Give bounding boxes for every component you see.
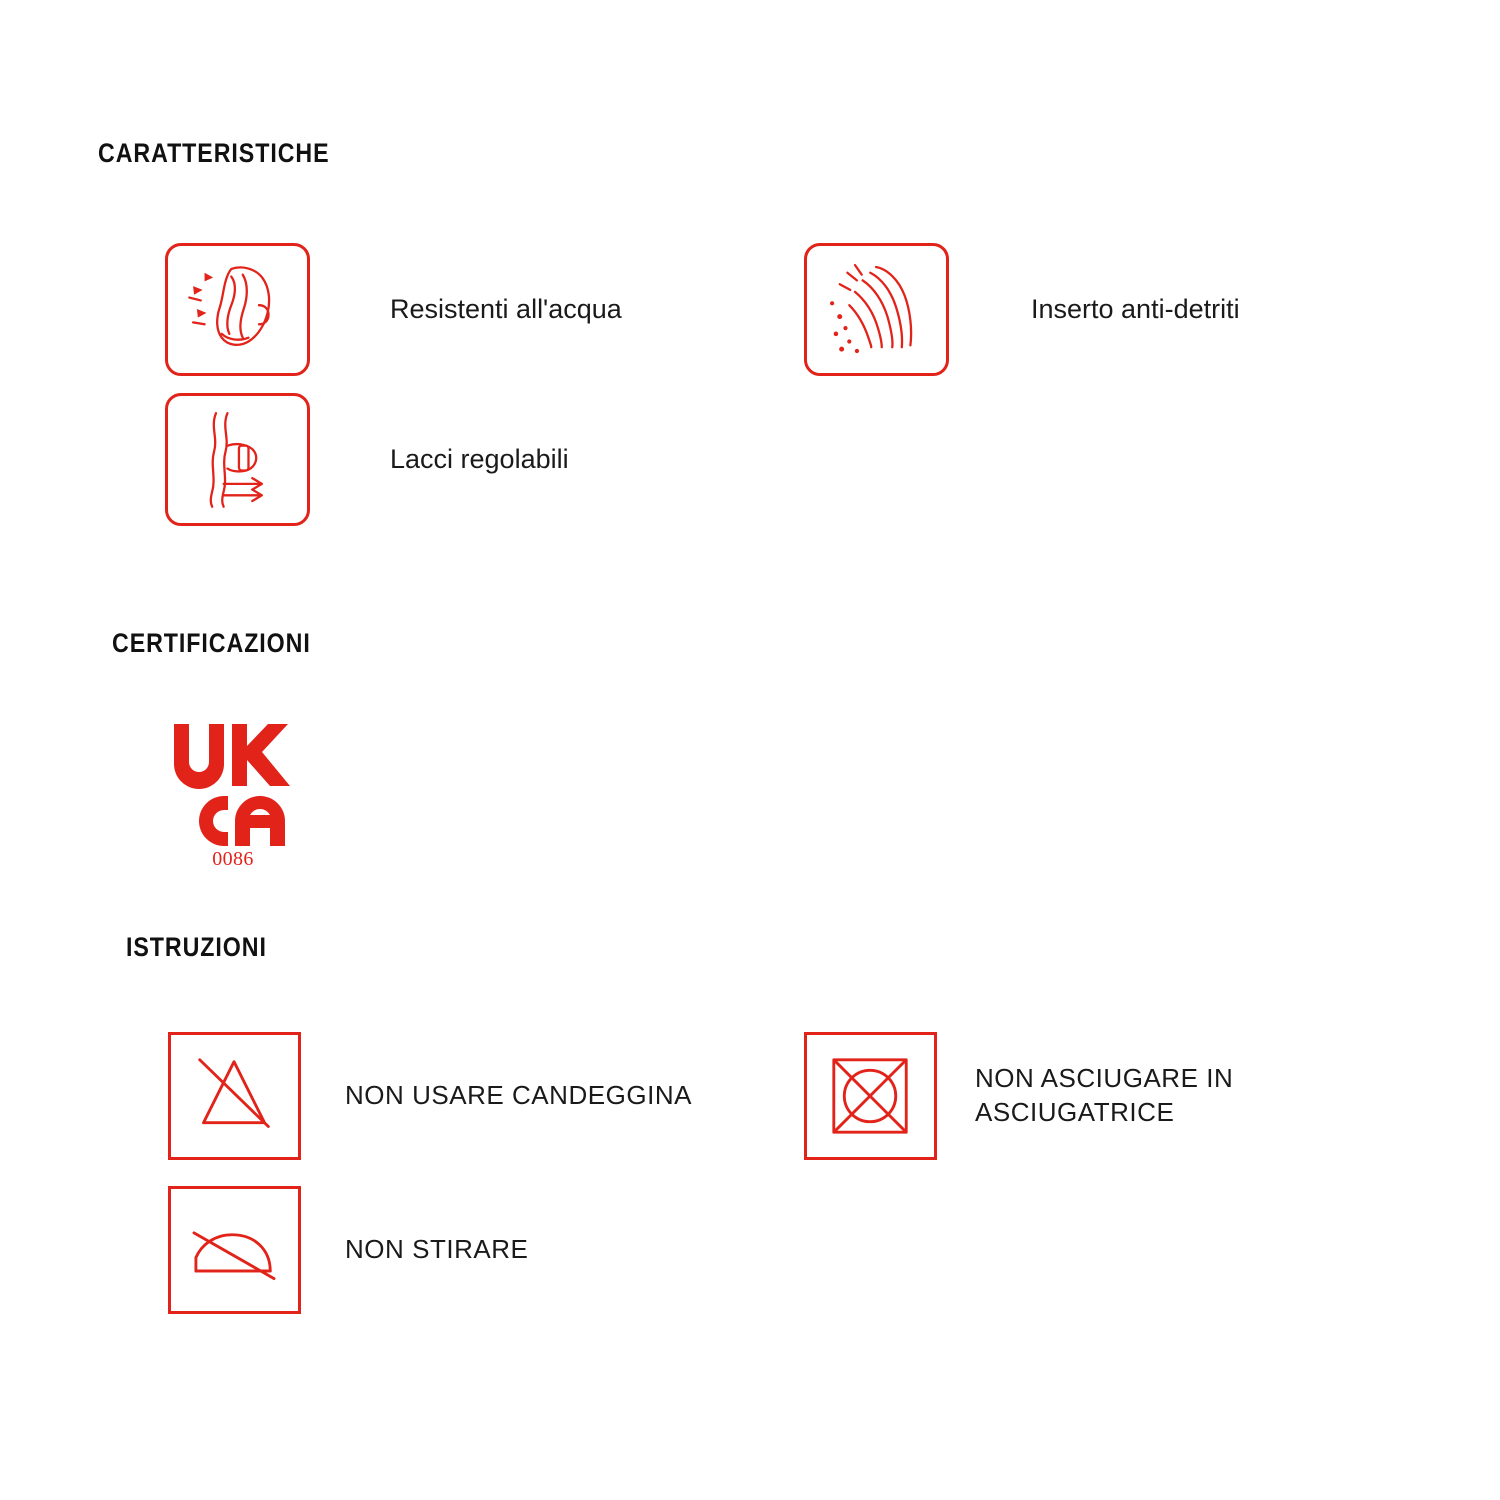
- section-heading-instructions: ISTRUZIONI: [126, 932, 267, 962]
- feature-item-adjustable-laces: [165, 393, 569, 526]
- adjustable-laces-icon: [165, 393, 310, 526]
- do-not-tumble-dry-icon: [804, 1032, 937, 1160]
- care-item-do-not-iron: [168, 1186, 528, 1314]
- feature-label: Resistenti all'acqua: [390, 294, 622, 324]
- certification-ukca: [168, 716, 298, 871]
- feature-label: Lacci regolabili: [390, 444, 569, 474]
- feature-label: Inserto anti-detriti: [1031, 294, 1240, 324]
- care-label: NON STIRARE: [345, 1234, 529, 1265]
- feature-item-debris-guard: [804, 243, 1240, 376]
- certification-number: 0086: [212, 848, 254, 870]
- do-not-iron-icon: [168, 1186, 301, 1314]
- care-item-do-not-tumble-dry: [804, 1032, 1395, 1160]
- debris-guard-icon: [804, 243, 949, 376]
- ukca-mark-icon: [168, 716, 298, 846]
- care-item-do-not-bleach: [168, 1032, 692, 1160]
- care-label: NON USARE CANDEGGINA: [345, 1080, 693, 1111]
- section-heading-certifications: CERTIFICAZIONI: [112, 628, 311, 658]
- water-resistant-icon: [165, 243, 310, 376]
- do-not-bleach-icon: [168, 1032, 301, 1160]
- feature-item-water-resistant: [165, 243, 622, 376]
- care-label: NON ASCIUGARE IN ASCIUGATRICE: [975, 1063, 1234, 1127]
- section-heading-features: CARATTERISTICHE: [98, 138, 330, 168]
